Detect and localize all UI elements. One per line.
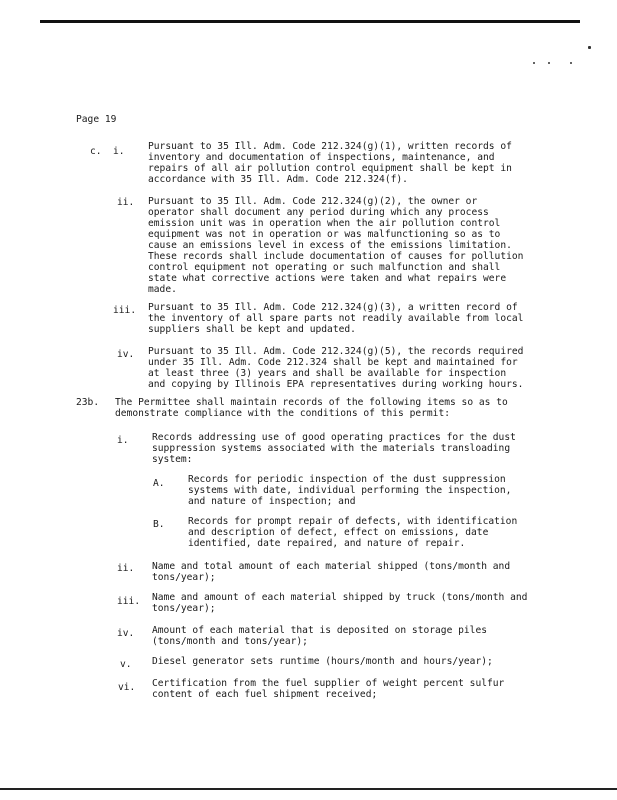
paragraph-line: Records for prompt repair of defects, with identification bbox=[188, 516, 518, 527]
paragraph-line: identified, date repaired, and nature of repair. bbox=[188, 538, 466, 549]
paragraph-line: Certification from the fuel supplier of weight percent sulfur bbox=[152, 678, 505, 689]
paragraph-line: suppliers shall be kept and updated. bbox=[148, 324, 356, 335]
paragraph-line: inventory and documentation of inspections, maintenance, and bbox=[148, 152, 495, 163]
paragraph-line: control equipment not operating or such malfunction and shall bbox=[148, 262, 501, 273]
paragraph-line: under 35 Ill. Adm. Code 212.324 shall be kept and maintained for bbox=[148, 357, 518, 368]
paragraph-line: emission unit was in operation when the air pollution control bbox=[148, 218, 501, 229]
paragraph-line: accordance with 35 Ill. Adm. Code 212.324(f). bbox=[148, 174, 408, 185]
item-label: i. bbox=[117, 435, 129, 446]
item-label: vi. bbox=[118, 682, 136, 693]
paragraph-line: tons/year); bbox=[152, 572, 216, 583]
paragraph-line: and nature of inspection; and bbox=[188, 496, 356, 507]
paragraph-line: content of each fuel shipment received; bbox=[152, 689, 378, 700]
paragraph-line: Amount of each material that is deposited on storage piles bbox=[152, 625, 488, 636]
paragraph-line: Pursuant to 35 Ill. Adm. Code 212.324(g)(3), a written record of bbox=[148, 302, 518, 313]
item-label: i. bbox=[113, 146, 125, 157]
top-border-line bbox=[40, 20, 580, 23]
subitem-label: B. bbox=[153, 519, 165, 530]
item-label: ii. bbox=[117, 563, 135, 574]
item-label: iv. bbox=[117, 628, 135, 639]
section-label-c: c. bbox=[90, 146, 102, 157]
paragraph-line: and copying by Illinois EPA representatives during working hours. bbox=[148, 379, 524, 390]
paragraph-line: The Permittee shall maintain records of the following items so as to bbox=[115, 397, 508, 408]
paragraph-line: suppression systems associated with the materials transloading bbox=[152, 443, 511, 454]
scan-speck bbox=[588, 46, 591, 49]
item-label: iii. bbox=[117, 596, 141, 607]
bottom-border-line bbox=[0, 788, 617, 790]
paragraph-line: These records shall include documentation of causes for pollution bbox=[148, 251, 524, 262]
paragraph-line: system: bbox=[152, 454, 193, 465]
paragraph-line: Pursuant to 35 Ill. Adm. Code 212.324(g)(2), the owner or bbox=[148, 196, 478, 207]
paragraph-line: Pursuant to 35 Ill. Adm. Code 212.324(g)(5), the records required bbox=[148, 346, 524, 357]
paragraph-line: demonstrate compliance with the conditions of this permit: bbox=[115, 408, 451, 419]
paragraph-line: and description of defect, effect on emissions, date bbox=[188, 527, 489, 538]
paragraph-line: (tons/month and tons/year); bbox=[152, 636, 308, 647]
page-label: Page 19 bbox=[76, 114, 117, 125]
paragraph-line: systems with date, individual performing the inspection, bbox=[188, 485, 512, 496]
scan-speck bbox=[570, 62, 572, 64]
section-label-23b: 23b. bbox=[76, 397, 100, 408]
paragraph-line: equipment was not in operation or was malfunctioning so as to bbox=[148, 229, 501, 240]
paragraph-line: state what corrective actions were taken and what repairs were bbox=[148, 273, 507, 284]
paragraph-line: made. bbox=[148, 284, 177, 295]
paragraph-line: Name and amount of each material shipped by truck (tons/month and bbox=[152, 592, 528, 603]
subitem-label: A. bbox=[153, 478, 165, 489]
paragraph-line: operator shall document any period during which any process bbox=[148, 207, 489, 218]
paragraph-line: Records for periodic inspection of the dust suppression bbox=[188, 474, 506, 485]
paragraph-line: Name and total amount of each material shipped (tons/month and bbox=[152, 561, 511, 572]
scan-speck bbox=[533, 62, 535, 64]
item-label: ii. bbox=[117, 197, 135, 208]
scan-speck bbox=[548, 62, 550, 64]
paragraph-line: Pursuant to 35 Ill. Adm. Code 212.324(g)(1), written records of bbox=[148, 141, 512, 152]
paragraph-line: repairs of all air pollution control equipment shall be kept in bbox=[148, 163, 512, 174]
paragraph-line: the inventory of all spare parts not readily available from local bbox=[148, 313, 524, 324]
item-label: iv. bbox=[117, 349, 135, 360]
paragraph-line: cause an emissions level in excess of the emissions limitation. bbox=[148, 240, 512, 251]
paragraph-line: Records addressing use of good operating practices for the dust bbox=[152, 432, 516, 443]
item-label: iii. bbox=[113, 305, 137, 316]
item-label: v. bbox=[120, 659, 132, 670]
paragraph-line: at least three (3) years and shall be available for inspection bbox=[148, 368, 507, 379]
paragraph-line: tons/year); bbox=[152, 603, 216, 614]
paragraph-line: Diesel generator sets runtime (hours/month and hours/year); bbox=[152, 656, 493, 667]
